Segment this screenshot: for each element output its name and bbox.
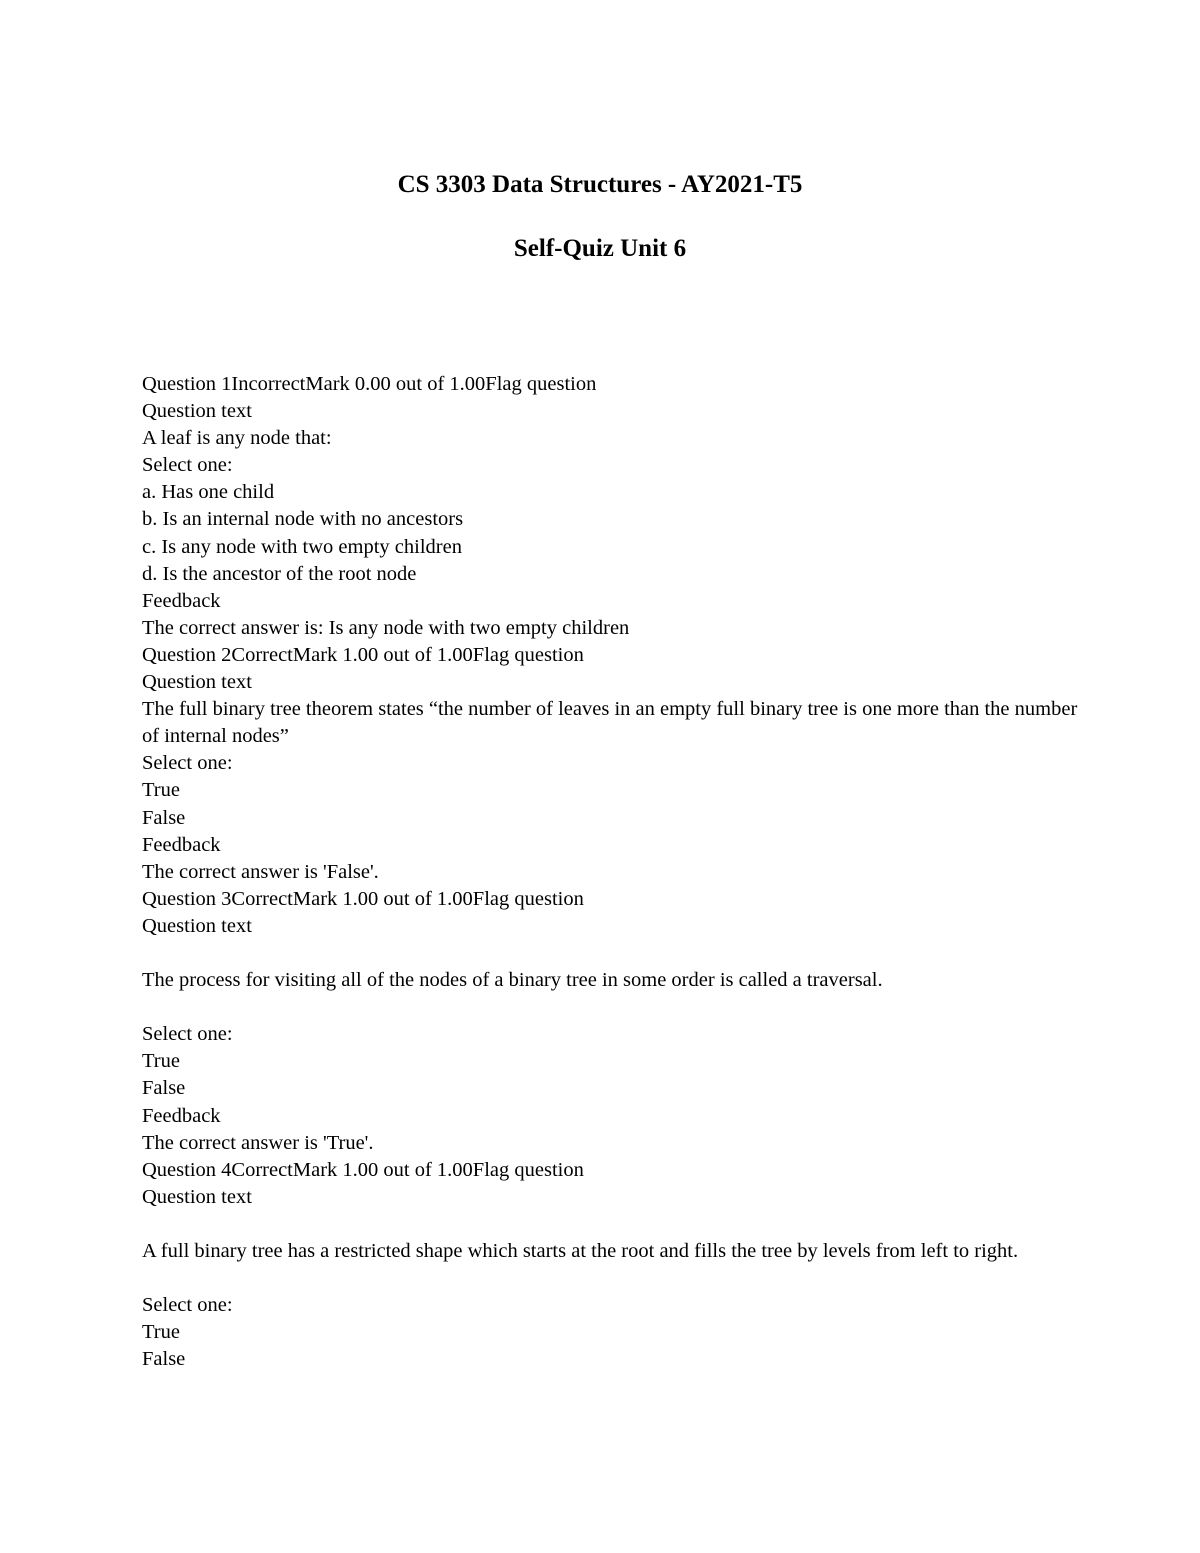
question-1-select-label: Select one: [142,454,233,477]
question-2-text-label: Question text [142,671,252,694]
question-3-select-label: Select one: [142,1023,233,1046]
question-1-correct-answer: The correct answer is: Is any node with two empty children [142,616,630,639]
question-2-option-true: True [142,779,180,802]
question-3-prompt: The process for visiting all of the nodes of a binary tree in some order is called a traversal. [142,969,883,992]
question-3-correct-answer: The correct answer is 'True'. [142,1131,374,1154]
question-1-feedback-label: Feedback [142,589,221,612]
question-1-text-label: Question text [142,400,252,423]
blank-line [142,1211,1082,1238]
question-1-prompt: A leaf is any node that: [142,427,332,450]
question-2-header: Question 2CorrectMark 1.00 out of 1.00Flag question [142,643,584,666]
question-2-prompt: The full binary tree theorem states “the number of leaves in an empty full binary tree is one more than the number of internal nodes” [142,698,1083,748]
question-1-option-b: b. Is an internal node with no ancestors [142,508,464,531]
question-2-correct-answer: The correct answer is 'False'. [142,860,379,883]
question-1-option-c: c. Is any node with two empty children [142,535,462,558]
question-3-text-label: Question text [142,914,252,937]
question-4-option-true: True [142,1321,180,1344]
blank-line [142,994,1082,1021]
question-4-option-false: False [142,1348,186,1371]
question-1-header: Question 1IncorrectMark 0.00 out of 1.00Flag question [142,373,597,395]
question-4-prompt: A full binary tree has a restricted shape which starts at the root and fills the tree by levels from left to right. [142,1240,1019,1262]
blank-line [142,1265,1082,1292]
question-3-feedback-label: Feedback [142,1104,221,1127]
question-4-text-label: Question text [142,1185,252,1208]
question-4-header: Question 4CorrectMark 1.00 out of 1.00Flag question [142,1158,584,1181]
question-2-feedback-label: Feedback [142,833,221,856]
question-2-option-false: False [142,806,186,829]
question-1-option-d: d. Is the ancestor of the root node [142,562,417,585]
question-3-option-false: False [142,1077,186,1100]
question-4-select-label: Select one: [142,1294,233,1317]
question-3-option-true: True [142,1050,180,1073]
question-2-select-label: Select one: [142,752,233,775]
quiz-content [142,371,1082,1373]
quiz-title: Self-Quiz Unit 6 [513,235,687,262]
question-3-header: Question 3CorrectMark 1.00 out of 1.00Flag question [142,887,584,910]
course-title: CS 3303 Data Structures - AY2021-T5 [397,171,803,198]
question-1-option-a: a. Has one child [142,481,275,504]
blank-line [142,940,1082,967]
